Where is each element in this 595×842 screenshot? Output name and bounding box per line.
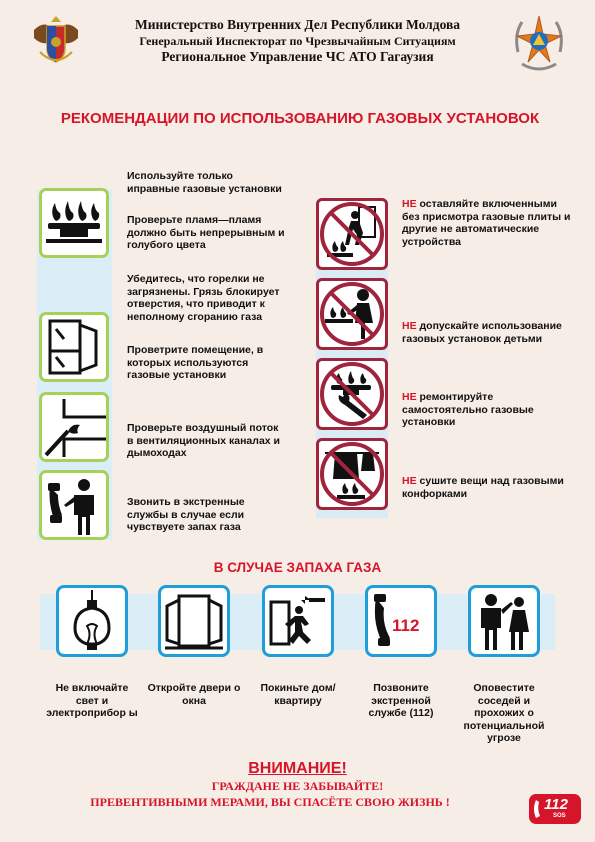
light-bulb-icon [59,588,125,654]
gas-burner-icon [42,191,106,255]
alert-neighbors-box [468,585,540,657]
right-tip-text: допускайте использование газовых установок детьми [402,320,562,345]
header-line-1: Министерство Внутренних Дел Республики Молдова [134,17,461,32]
action-label-3: Покиньте дом/квартиру [260,682,336,707]
action-label-1: Не включайте свет и электроприбор ы [46,682,138,719]
ne-label: НЕ [402,198,417,210]
header-line-2: Генеральный Инспекторат по Чрезвычайным Ситуациям [139,34,456,48]
header-line-3: Региональное Управление ЧС АТО Гагаузия [161,49,434,64]
sos-badge-number: 112 [544,796,568,813]
left-tip-6: Звонить в экстренные службы в случае если чувствуете запах газа [127,496,245,533]
right-tip-1 [402,198,577,248]
left-tip-1: Используйте только иправные газовые установки [127,170,282,195]
warning-line-1: ГРАЖДАНЕ НЕ ЗАБЫВАЙТЕ! [211,779,384,793]
clothes-over-burner-icon [319,441,385,507]
emergency-service-emblem-icon [510,12,568,74]
action-label-5: Оповестите соседей и прохожих о потенциальной угрозе [463,682,545,744]
left-tip-2: Проверьте пламя—пламя должно быть непрерывным и голубого цвета [127,214,285,251]
child-gas-icon [319,281,385,347]
action-label-2: Откройте двери о окна [147,682,241,707]
ne-label: НЕ [402,475,417,487]
right-tip-text: оставляйте включенными без присмотра газовые плиты и другие не автоматические устройства [402,198,571,248]
warning-line-2: ПРЕВЕНТИВНЫМИ МЕРАМИ, ВЫ СПАСЁТЕ СВОЮ ЖИЗНЬ ! [90,795,450,809]
children-prohibition-box [316,278,388,350]
wrench-burner-icon [319,361,385,427]
ne-label: НЕ [402,391,417,403]
right-tip-text: ремонтируйте самостоятельно газовые установки [402,391,534,428]
emergency-call-tip-box [39,470,109,540]
people-man-woman-icon [471,588,537,654]
sos-badge-label: SOS [553,813,566,819]
torch-chimney-icon [42,395,106,459]
unattended-stove-icon [319,201,385,267]
call-112-box [365,585,437,657]
warning-title: ВНИМАНИЕ! [248,760,347,777]
no-lights-box [56,585,128,657]
gas-burner-tip-box [39,188,109,258]
leave-home-box [262,585,334,657]
action-label-4: Позвоните экстренной службе (112) [368,682,434,719]
exit-running-person-icon [265,588,331,654]
air-flow-tip-box [39,392,109,462]
gas-smell-title: В СЛУЧАЕ ЗАПАХА ГАЗА [213,560,382,575]
unattended-stove-prohibition-box [316,198,388,270]
ne-label: НЕ [402,320,417,332]
right-tip-2 [402,320,577,345]
left-tip-5: Проверьте воздушный поток в вентиляционных каналах и дымоходах [127,422,280,459]
left-tip-4: Проветрите помещение, в которых используются газовые установки [127,344,264,381]
page-title: РЕКОМЕНДАЦИИ ПО ИСПОЛЬЗОВАНИЮ ГАЗОВЫХ УСТАНОВОК [60,110,540,127]
open-window-double-icon [161,588,227,654]
window-ventilation-tip-box [39,312,109,382]
open-window-icon [42,315,106,379]
phone-number-112: 112 [392,616,420,635]
self-repair-prohibition-box [316,358,388,430]
right-tip-3 [402,391,577,429]
drying-clothes-prohibition-box [316,438,388,510]
person-phone-icon [42,473,106,537]
open-windows-box [158,585,230,657]
left-tip-3: Убедитесь, что горелки не загрязнены. Грязь блокирует отверстия, что приводит к неполному сгоранию газа [127,273,280,323]
right-tip-text: сушите вещи над газовыми конфорками [402,475,564,500]
right-tip-4 [402,475,577,500]
sos-112-badge [529,794,581,824]
